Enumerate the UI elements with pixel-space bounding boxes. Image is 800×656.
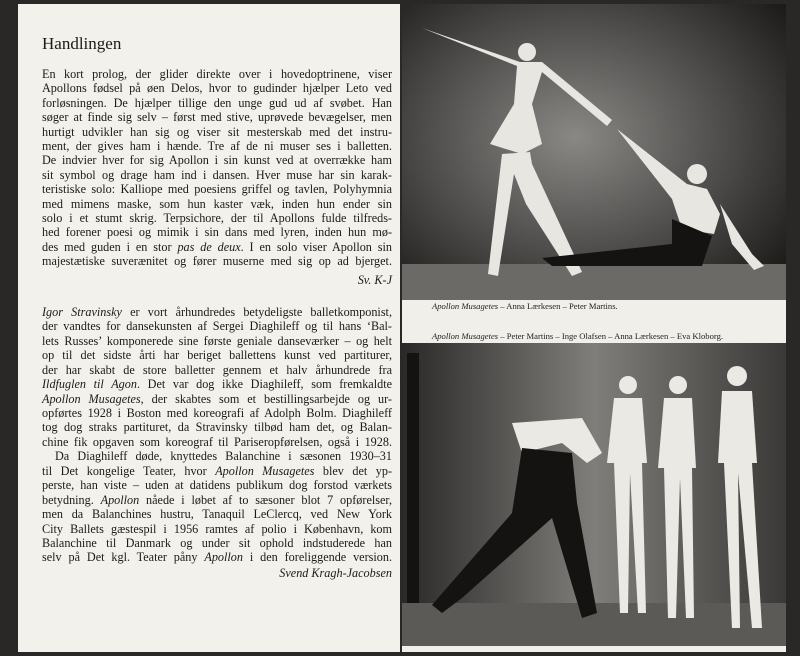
text-line: des med guden i en stor pas de deux. I en solo viser Apollon sin [42,240,392,254]
text-line: med mimens maske, som hun kaster væk, inden hun ender sin [42,197,392,211]
text-line: søger at finde sig selv – først med stive, uprøvede bevægelser, men [42,110,392,124]
text-line: Balanchine til Danmark og under sit ophold indstuderede han [42,536,392,550]
photo-apollon-muses [402,343,786,646]
text-line: der har skabt de store balletter gennem et halv århundrede fra [42,363,392,377]
text-line: solo i et stumt skrig. Terpsichore, der til Apollons fulde tilfreds- [42,211,392,225]
text-line: betydning. Apollon nåede i løbet af to sæsoner blot 7 opførelser, [42,493,393,507]
caption-bottom-photo: Apollon Musagetes – Peter Martins – Inge Olafsen – Anna Lærkesen – Eva Kloborg. [432,331,724,341]
text-line: opførtes 1928 i Boston med koreografi af Adolph Bolm. Diaghileff [42,406,392,420]
text-line: hurtigt udvikler han sig og viser sit mesterskab med det instru- [42,125,392,139]
text-line: City Ballets gæstespil i 1956 ramtes af polio i København, kom [42,522,392,536]
text-line: teristiske solo: Kalliope med poesiens griffel og tavlen, Polyhymnia [42,182,392,196]
text-line: ment, der gives ham i hænde. Tre af de ni muser ses i balletten. [42,139,392,153]
text-line: op til det sidste årti har beriget ballettens kunst ved partiturer, [42,348,392,362]
text-line: men da Balanchines hustru, Tanaquil LeClercq, ved New York [42,507,392,521]
signature-svend-kragh-jacobsen: Svend Kragh-Jacobsen [279,566,392,580]
text-line: Da Diaghileff døde, knyttedes Balanchine i sæsonen 1930–31 [55,449,392,463]
text-line: tog dog straks partituret, da Stravinsky tilbød ham det, og Balan- [42,420,392,434]
text-line: Apollon Musagetes, der skabtes som et bestillingsarbejde og ur- [42,392,392,406]
text-line: lets Russes’ komponerede sine første geniale danseværker – og helt [42,334,392,348]
caption-top-photo: Apollon Musagetes – Anna Lærkesen – Peter Martins. [432,301,618,311]
text-line: forløsningen. De hjælper tillige den unge gud ud af svøbet. Han [42,96,392,110]
text-line: perste, han viste – uden at datidens publikum dog forstod værkets [42,478,392,492]
text-line: De indvier hver for sig Apollon i sin kunst ved at overrække ham [42,153,392,167]
text-line: hed forener poesi og mimik i sin dans med lyren, inden hun mø- [42,225,392,239]
text-line: Apollons fødsel på øen Delos, hvor to gudinder hjælper Leto ved [42,81,392,95]
text-line: Igor Stravinsky er vort århundredes betydeligste balletkomponist, [42,305,392,319]
text-line: til Det kongelige Teater, hvor Apollon Musagetes blev det yp- [42,464,393,478]
signature-sv-kj: Sv. K-J [357,273,392,287]
section-title: Handlingen [42,34,122,53]
photo-apollon-duet [402,4,786,300]
text-line: En kort prolog, der glider direkte over i hovedoptrinene, viser [42,67,392,81]
text-line: sit symbol og drage ham ind i dansen. Hver muse har sin karak- [42,168,392,182]
text-line: der vandtes for dansekunsten af Sergei Diaghileff og til hans ‘Bal- [42,319,392,333]
text-line: Ildfuglen til Agon. Det var dog ikke Diaghileff, som fremkaldte [42,377,392,391]
text-line: chine fik opgaven som koreograf til Pariseropførelsen, også i 1928. [42,435,392,449]
text-line: selv på Det kgl. Teater påny Apollon i den foreliggende version. [42,550,393,564]
text-line: majestætiske suverænitet og fører muserne med sig op ad bjerget. [42,254,392,268]
